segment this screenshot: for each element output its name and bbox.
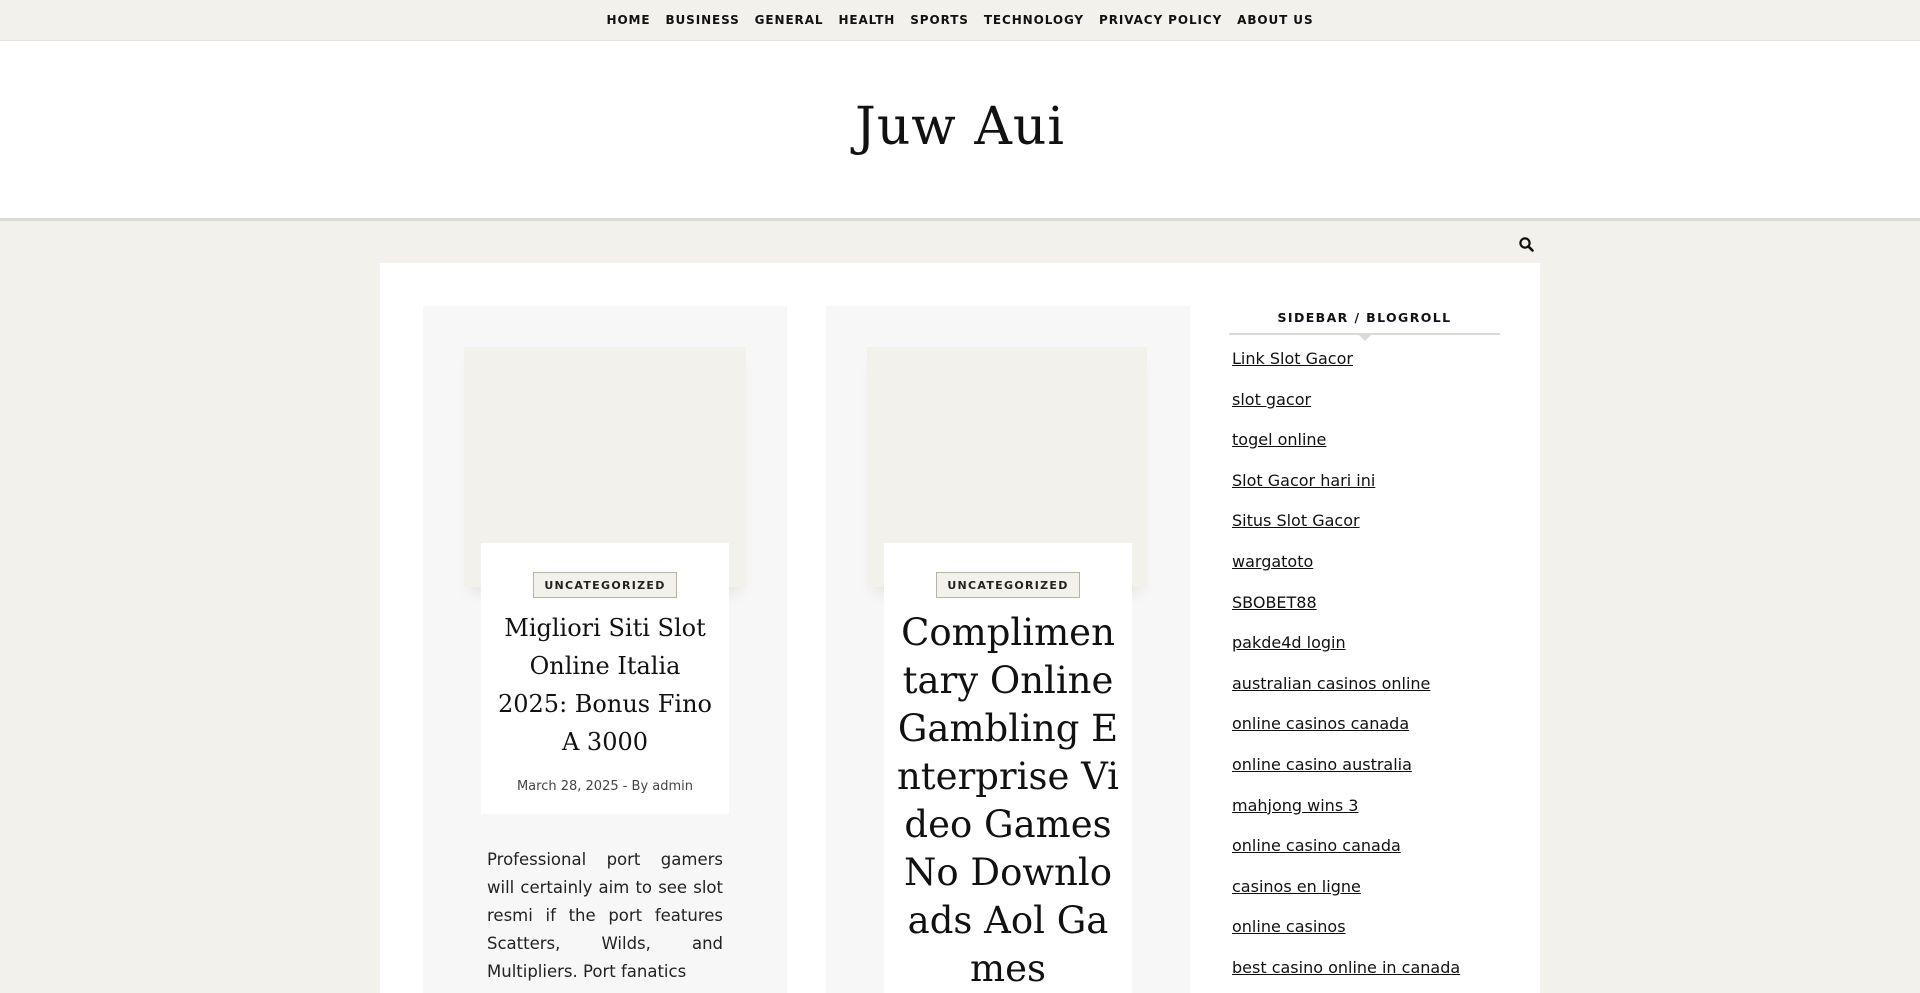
blogroll-link[interactable]: Situs Slot Gacor	[1232, 511, 1360, 531]
blogroll-link[interactable]: online casinos canada	[1232, 714, 1410, 734]
blogroll-list	[1229, 349, 1500, 993]
list-item	[1232, 593, 1500, 634]
list-item	[1232, 877, 1500, 918]
blogroll-link[interactable]: casinos en ligne	[1232, 876, 1361, 896]
blogroll-link[interactable]: mahjong wins 3	[1232, 795, 1359, 815]
main-content	[380, 263, 1540, 993]
post-entry-header	[884, 543, 1132, 993]
nav-item-privacy-policy[interactable]: PRIVACY POLICY	[1099, 13, 1223, 27]
site-title[interactable]: Juw Aui	[854, 96, 1066, 157]
list-item	[1232, 390, 1500, 431]
nav-item-general[interactable]: GENERAL	[754, 13, 824, 27]
blogroll-link[interactable]: best casino online in canada	[1232, 957, 1461, 977]
list-item	[1232, 755, 1500, 796]
search-icon[interactable]	[1518, 236, 1536, 254]
list-item	[1232, 349, 1500, 390]
blogroll-link[interactable]: online casinos	[1232, 917, 1346, 937]
category-tag[interactable]: UNCATEGORIZED	[533, 572, 676, 598]
list-item	[1232, 674, 1500, 715]
blogroll-link[interactable]: pakde4d login	[1232, 633, 1346, 653]
top-navigation	[0, 0, 1920, 41]
post-entry-header	[481, 543, 729, 814]
list-item	[1232, 552, 1500, 593]
blogroll-link[interactable]: slot gacor	[1232, 389, 1312, 409]
category-tag[interactable]: UNCATEGORIZED	[936, 572, 1079, 598]
post-meta: March 28, 2025 - By admin	[516, 779, 694, 794]
blogroll-link[interactable]: Link Slot Gacor	[1232, 349, 1353, 368]
nav-item-health[interactable]: HEALTH	[838, 13, 896, 27]
sidebar-widget-title: SIDEBAR / BLOGROLL	[1229, 306, 1500, 335]
blogroll-link[interactable]: togel online	[1232, 430, 1327, 450]
nav-item-home[interactable]: HOME	[606, 13, 651, 27]
blogroll-link[interactable]: online casino australia	[1232, 754, 1412, 774]
nav-item-business[interactable]: BUSINESS	[665, 13, 740, 27]
sidebar	[1229, 306, 1500, 993]
post-excerpt: Professional port gamers will certainly aim to see slot resmi if the port features Scatters, Wilds, and Multipliers. Port fanatics	[487, 850, 723, 981]
nav-item-about-us[interactable]: ABOUT US	[1237, 13, 1314, 27]
list-item	[1232, 430, 1500, 471]
post-card	[826, 306, 1190, 993]
blogroll-link[interactable]: wargatoto	[1232, 551, 1314, 571]
list-item	[1232, 714, 1500, 755]
list-item	[1232, 836, 1500, 877]
blogroll-link[interactable]: SBOBET88	[1232, 592, 1317, 612]
list-item	[1232, 471, 1500, 512]
post-title[interactable]: Complimentary Online Gambling Enterprise Video Games No Downloads Aol Games	[896, 611, 1120, 990]
blogroll-link[interactable]: Slot Gacor hari ini	[1232, 470, 1376, 490]
list-item	[1232, 917, 1500, 958]
list-item	[1232, 633, 1500, 674]
blogroll-link[interactable]: australian casinos online	[1232, 673, 1431, 693]
list-item	[1232, 796, 1500, 837]
post-card	[423, 306, 787, 993]
nav-item-sports[interactable]: SPORTS	[910, 13, 969, 27]
nav-item-technology[interactable]: TECHNOLOGY	[983, 13, 1085, 27]
blogroll-link[interactable]: online casino canada	[1232, 836, 1401, 856]
list-item	[1232, 511, 1500, 552]
list-item	[1232, 958, 1500, 993]
site-header	[0, 41, 1920, 221]
post-title[interactable]: Migliori Siti Slot Online Italia 2025: Bonus Fino A 3000	[498, 614, 712, 756]
